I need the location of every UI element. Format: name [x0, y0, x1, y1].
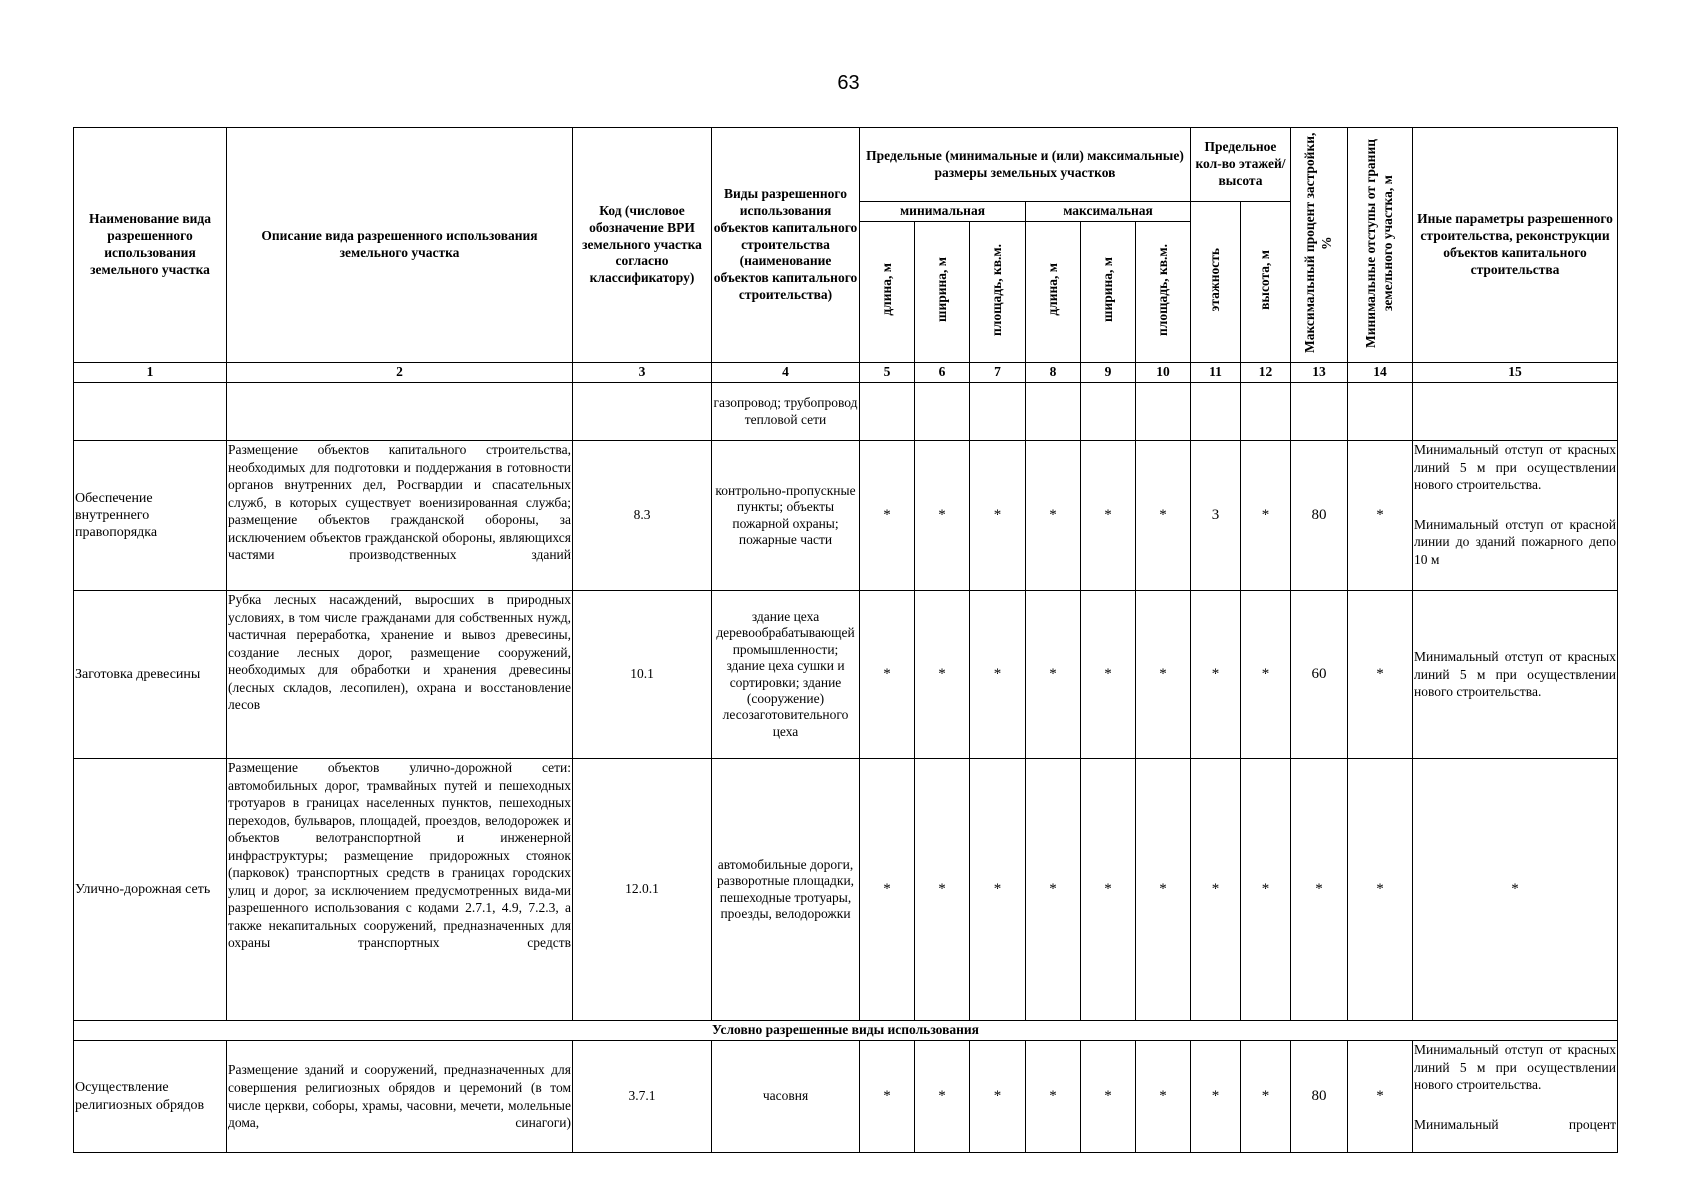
row-objects: здание цеха деревообрабатывающей промышленности; здание цеха сушки и сортировки; здание (сооружение) лесозаготовительного цеха [712, 591, 860, 759]
row-value [1026, 383, 1081, 441]
row-notes [1413, 441, 1618, 591]
row-value [1081, 383, 1136, 441]
header-limits: Предельные (минимальные и (или) максимальные) размеры земельных участков [860, 128, 1191, 202]
row-value: * [1291, 759, 1348, 1021]
row-value: * [915, 441, 970, 591]
header-max-area: площадь, кв.м. [1136, 222, 1191, 363]
row-value [1241, 383, 1291, 441]
row-value: * [1136, 591, 1191, 759]
row-description: Размещение зданий и сооружений, предназначенных для совершения религиозных обрядов и церемоний (в том числе церкви, соборы, храмы, часовни, мечети, молельные дома, синагоги) [227, 1041, 573, 1153]
table-row [74, 759, 1618, 1021]
column-number: 11 [1191, 363, 1241, 383]
row-notes [1413, 591, 1618, 759]
note-paragraph: Минимальный отступ от красных линий 5 м при осуществлении нового строительства. [1414, 1042, 1616, 1093]
table-row [74, 591, 1618, 759]
row-value: * [1348, 441, 1413, 591]
row-value [1291, 383, 1348, 441]
row-value: * [1081, 759, 1136, 1021]
header-objects: Виды разрешенного использования объектов капитального строительства (наименование объектов капитального строительства) [712, 128, 860, 363]
section-title: Условно разрешенные виды использования [74, 1021, 1618, 1041]
row-name: Осуществление религиозных обрядов [74, 1041, 227, 1153]
row-name: Улично-дорожная сеть [74, 759, 227, 1021]
header-min-setbacks: Минимальные отступы от границ земельного участка, м [1348, 128, 1413, 363]
row-code [573, 383, 712, 441]
row-value: * [1026, 1041, 1081, 1153]
regulations-table [73, 127, 1618, 1153]
column-number: 3 [573, 363, 712, 383]
header-min-area: площадь, кв.м. [970, 222, 1026, 363]
row-value: 80 [1291, 1041, 1348, 1153]
row-value: * [1191, 591, 1241, 759]
row-objects: контрольно-пропускные пункты; объекты пожарной охраны; пожарные части [712, 441, 860, 591]
row-value: * [915, 1041, 970, 1153]
header-min-width: ширина, м [915, 222, 970, 363]
column-number: 14 [1348, 363, 1413, 383]
header-min: минимальная [860, 202, 1026, 222]
header-other-params: Иные параметры разрешенного строительства, реконструкции объектов капитального строительства [1413, 128, 1618, 363]
row-code: 10.1 [573, 591, 712, 759]
column-number: 12 [1241, 363, 1291, 383]
row-value: * [1191, 759, 1241, 1021]
row-code: 12.0.1 [573, 759, 712, 1021]
row-value: * [915, 591, 970, 759]
column-number: 1 [74, 363, 227, 383]
header-description: Описание вида разрешенного использования земельного участка [227, 128, 573, 363]
column-number: 7 [970, 363, 1026, 383]
column-number: 4 [712, 363, 860, 383]
row-value: * [915, 759, 970, 1021]
row-value [970, 383, 1026, 441]
row-value: * [1241, 1041, 1291, 1153]
row-name [74, 383, 227, 441]
row-objects: автомобильные дороги, разворотные площадки, пешеходные тротуары, проезды, велодорожки [712, 759, 860, 1021]
row-objects: газопровод; трубопровод тепловой сети [712, 383, 860, 441]
row-description: Рубка лесных насаждений, выросших в природных условиях, в том числе гражданами для собственных нужд, частичная переработка, хранение и вывоз древесины, создание лесных дорог, размещение сооружений, необходимых для обработки и хранения древесины (лесных складов, лесопилен), охрана и восстановление лесов [227, 591, 573, 759]
column-number: 10 [1136, 363, 1191, 383]
row-value: * [860, 591, 915, 759]
row-value: * [970, 591, 1026, 759]
header-floors: этажность [1191, 202, 1241, 363]
row-value: * [1026, 441, 1081, 591]
row-objects: часовня [712, 1041, 860, 1153]
row-value: 60 [1291, 591, 1348, 759]
row-notes [1413, 383, 1618, 441]
header-max-percent: Максимальный процент застройки, % [1291, 128, 1348, 363]
row-value: 80 [1291, 441, 1348, 591]
row-value: * [1136, 441, 1191, 591]
row-value: * [1081, 441, 1136, 591]
row-value: * [970, 441, 1026, 591]
row-value [1136, 383, 1191, 441]
table-row [74, 441, 1618, 591]
row-value: * [1136, 1041, 1191, 1153]
row-value: * [860, 759, 915, 1021]
column-number: 6 [915, 363, 970, 383]
header-max-length: длина, м [1026, 222, 1081, 363]
column-number: 5 [860, 363, 915, 383]
row-value: * [1348, 759, 1413, 1021]
column-numbers-row [74, 363, 1618, 383]
column-number: 13 [1291, 363, 1348, 383]
row-code: 8.3 [573, 441, 712, 591]
note-paragraph: Минимальный отступ от красных линий 5 м при осуществлении нового строительства. [1414, 442, 1616, 493]
row-name: Обеспечение внутреннего правопорядка [74, 441, 227, 591]
header-floors-group: Предельное кол-во этажей/ высота [1191, 128, 1291, 202]
row-value: * [860, 441, 915, 591]
row-value [1191, 383, 1241, 441]
column-number: 9 [1081, 363, 1136, 383]
row-value: * [970, 1041, 1026, 1153]
row-value [1348, 383, 1413, 441]
row-description [227, 383, 573, 441]
row-value: * [860, 1041, 915, 1153]
row-value: * [970, 759, 1026, 1021]
row-notes [1413, 1041, 1618, 1153]
column-number: 8 [1026, 363, 1081, 383]
column-number: 2 [227, 363, 573, 383]
row-value: * [1348, 591, 1413, 759]
row-name: Заготовка древесины [74, 591, 227, 759]
note-paragraph: Минимальный отступ от красных линий 5 м при осуществлении нового строительства. [1414, 649, 1616, 700]
row-value: * [1136, 759, 1191, 1021]
header-max: максимальная [1026, 202, 1191, 222]
table-row [74, 1041, 1618, 1153]
row-code: 3.7.1 [573, 1041, 712, 1153]
table-row [74, 383, 1618, 441]
header-code: Код (числовое обозначение ВРИ земельного участка согласно классификатору) [573, 128, 712, 363]
section-row [74, 1021, 1618, 1041]
row-value [860, 383, 915, 441]
row-value: * [1241, 441, 1291, 591]
header-name: Наименование вида разрешенного использования земельного участка [74, 128, 227, 363]
row-description: Размещение объектов улично-дорожной сети: автомобильных дорог, трамвайных путей и пешеходных тротуаров в границах населенных пунктов, пешеходных переходов, бульваров, площадей, проездов, велодорожек и объектов велотранспортной и инженерной инфраструктуры; размещение придорожных стоянок (парковок) транспортных средств в границах городских улиц и дорог, за исключением предусмотренных вида-ми разрешенного использования с кодами 2.7.1, 4.9, 7.2.3, а также некапитальных сооружений, предназначенных для охраны транспортных средств [227, 759, 573, 1021]
table-header [74, 128, 1618, 383]
page-number: 63 [837, 72, 860, 94]
column-number: 15 [1413, 363, 1618, 383]
header-min-length: длина, м [860, 222, 915, 363]
row-value: * [1241, 759, 1291, 1021]
row-value: * [1026, 759, 1081, 1021]
row-description: Размещение объектов капитального строительства, необходимых для подготовки и поддержания в готовности органов внутренних дел, Росгвардии и спасательных служб, в которых существует военизированная служба; размещение объектов гражданской обороны, за исключением объектов гражданской обороны, являющихся частями производственных зданий [227, 441, 573, 591]
row-value: 3 [1191, 441, 1241, 591]
row-value: * [1026, 591, 1081, 759]
header-max-width: ширина, м [1081, 222, 1136, 363]
row-value [915, 383, 970, 441]
row-value: * [1241, 591, 1291, 759]
note-paragraph: Минимальный отступ от красной линии до зданий пожарного депо 10 м [1414, 516, 1616, 567]
row-value: * [1191, 1041, 1241, 1153]
header-height: высота, м [1241, 202, 1291, 363]
row-value: * [1348, 1041, 1413, 1153]
row-value: * [1081, 1041, 1136, 1153]
note-paragraph: Минимальный процент [1414, 1116, 1616, 1132]
row-notes: * [1413, 759, 1618, 1021]
row-value: * [1081, 591, 1136, 759]
